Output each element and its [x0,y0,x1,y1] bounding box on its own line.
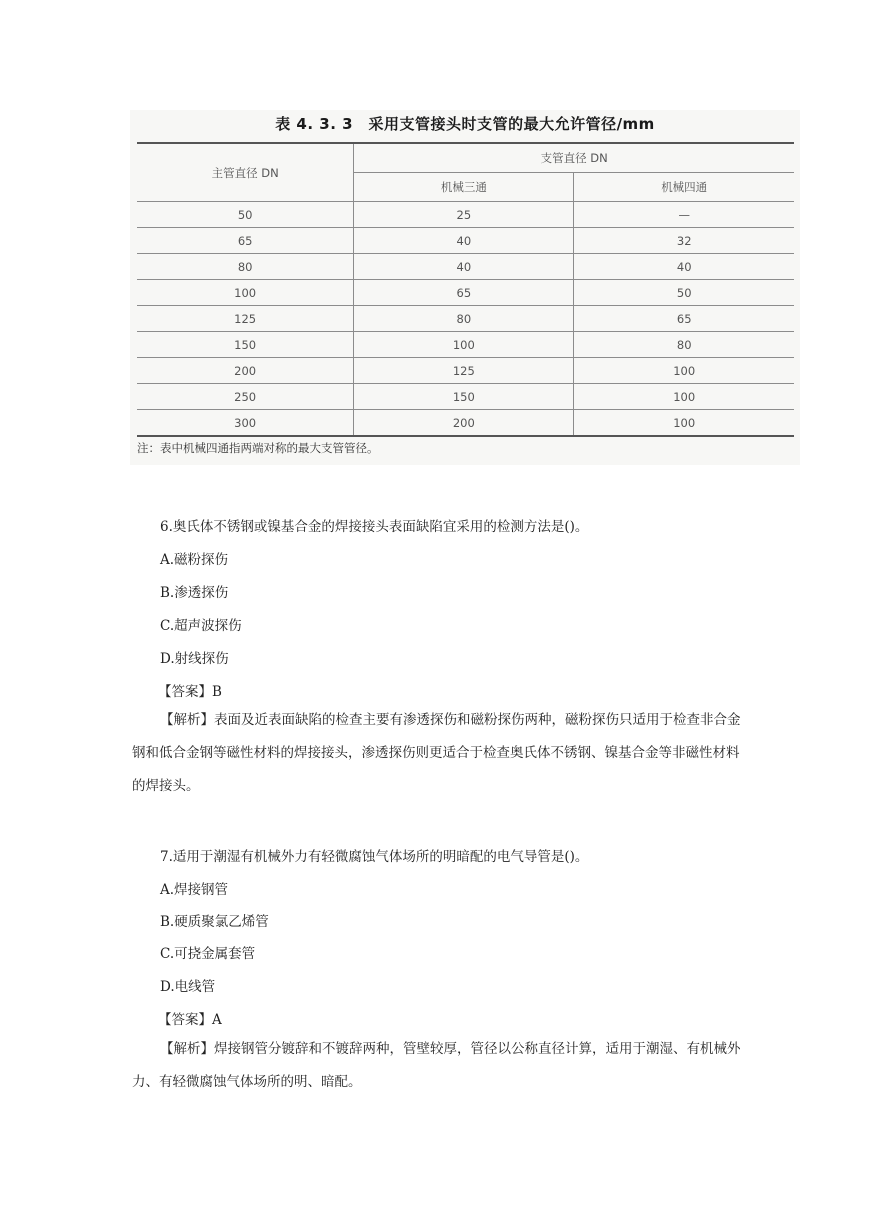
cell-main-dn: 80 [137,254,354,280]
q7-analysis: 【解析】焊接钢管分镀辞和不镀辞两种，管壁较厚，管径以公称直径计算，适用于潮湿、有机械外力、有轻微腐蚀气体场所的明、暗配。 [132,1041,741,1090]
table-row [137,306,794,332]
cell-cross-dn: — [574,202,794,228]
cell-tee-dn: 40 [354,228,574,254]
cell-tee-dn: 25 [354,202,574,228]
cell-cross-dn: 32 [574,228,794,254]
q6-answer: 【答案】B [158,684,222,700]
cell-cross-dn: 100 [574,358,794,384]
cell-cross-dn: 80 [574,332,794,358]
table-row [137,332,794,358]
table-title: 表 4. 3. 3 采用支管接头时支管的最大允许管径/mm [275,115,655,133]
q7-answer: 【答案】A [158,1012,222,1028]
cell-tee-dn: 100 [354,332,574,358]
q6-option-a: A.磁粉探伤 [160,552,229,568]
cell-main-dn: 100 [137,280,354,306]
q6-analysis: 【解析】表面及近表面缺陷的检查主要有渗透探伤和磁粉探伤两种，磁粉探伤只适用于检查非合金钢和低合金钢等磁性材料的焊接接头，渗透探伤则更适合于检查奥氏体不锈钢、镍基合金等非磁性材料的焊接头。 [132,712,741,794]
table-row [137,384,794,410]
pipe-diameter-table-figure [130,110,800,465]
cell-cross-dn: 50 [574,280,794,306]
cell-main-dn: 250 [137,384,354,410]
q7-question: 7.适用于潮湿有机械外力有轻微腐蚀气体场所的明暗配的电气导管是()。 [160,849,589,865]
q6-option-d: D.射线探伤 [160,651,229,667]
cell-main-dn: 125 [137,306,354,332]
header-mechanical-cross: 机械四通 [574,173,794,202]
table-row [137,228,794,254]
cell-tee-dn: 65 [354,280,574,306]
header-branch-dn: 支管直径 DN [354,143,794,173]
cell-tee-dn: 80 [354,306,574,332]
q6-question: 6.奥氏体不锈钢或镍基合金的焊接接头表面缺陷宜采用的检测方法是()。 [160,519,589,535]
table-row [137,358,794,384]
table-row [137,410,794,437]
cell-main-dn: 50 [137,202,354,228]
q7-option-b: B.硬质聚氯乙烯管 [160,914,269,930]
table-row [137,280,794,306]
cell-main-dn: 65 [137,228,354,254]
table-row [137,202,794,228]
header-main-dn: 主管直径 DN [137,143,354,202]
q7-option-d: D.电线管 [160,979,216,995]
cell-tee-dn: 150 [354,384,574,410]
pipe-diameter-table [137,142,794,437]
header-mechanical-tee: 机械三通 [354,173,574,202]
cell-main-dn: 150 [137,332,354,358]
cell-tee-dn: 125 [354,358,574,384]
cell-cross-dn: 65 [574,306,794,332]
q7-option-c: C.可挠金属套管 [160,946,256,962]
cell-tee-dn: 200 [354,410,574,437]
q6-option-b: B.渗透探伤 [160,585,229,601]
cell-cross-dn: 40 [574,254,794,280]
cell-cross-dn: 100 [574,384,794,410]
cell-main-dn: 300 [137,410,354,437]
cell-cross-dn: 100 [574,410,794,437]
table-row [137,254,794,280]
cell-main-dn: 200 [137,358,354,384]
q7-option-a: A.焊接钢管 [160,882,229,898]
cell-tee-dn: 40 [354,254,574,280]
table-note: 注：表中机械四通指两端对称的最大支管管径。 [137,441,379,455]
q6-option-c: C.超声波探伤 [160,618,242,634]
